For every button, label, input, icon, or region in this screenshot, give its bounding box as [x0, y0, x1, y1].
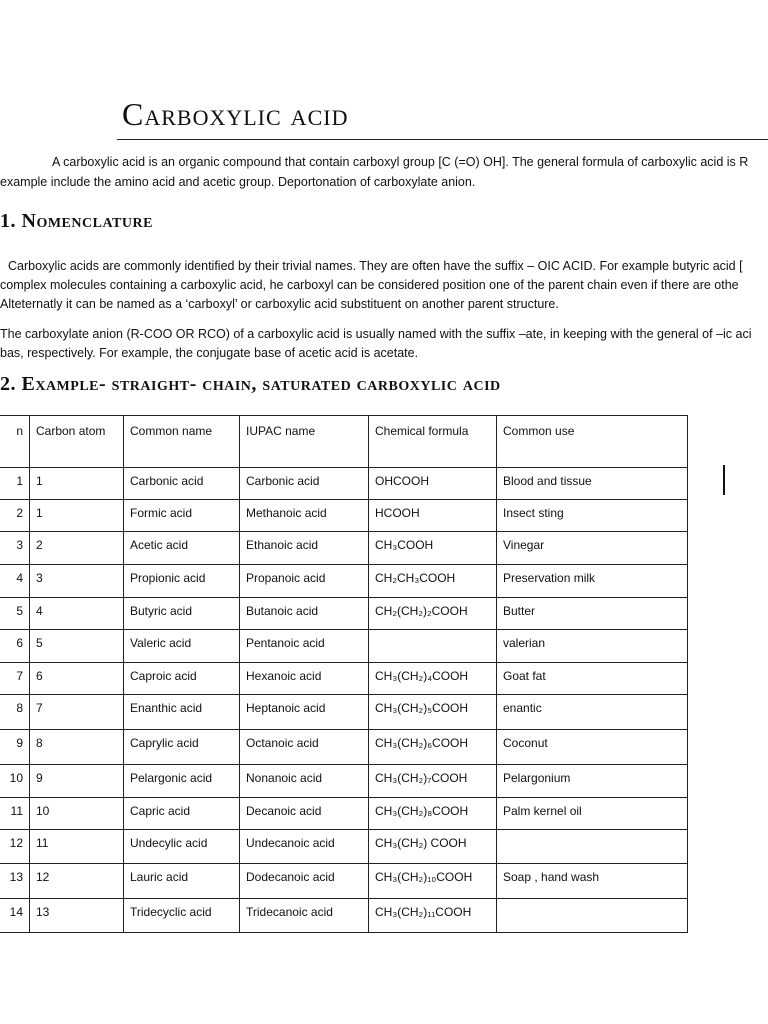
table-cell: Capric acid [124, 798, 240, 830]
paragraph-line: Alteternatly it can be named as a ‘carboxyl’ or carboxylic acid substituent on another parent structure. [0, 297, 559, 311]
table-cell: Decanoic acid [240, 798, 369, 830]
table-cell: 10 [30, 798, 124, 830]
table-cell: Blood and tissue [497, 468, 688, 500]
table-cell: Soap , hand wash [497, 864, 688, 899]
table-row [0, 630, 688, 663]
table-cell: HCOOH [369, 500, 497, 532]
table-cell: Carbonic acid [240, 468, 369, 500]
carboxylic-acid-table [0, 415, 688, 933]
table-cell: 12 [30, 864, 124, 899]
paragraph-line: Carboxylic acids are commonly identified by their trivial names. They are often have the suffix – OIC ACID. For example butyric acid [ [8, 259, 743, 273]
table-header-cell: n [0, 416, 30, 468]
table-row [0, 730, 688, 765]
table-cell: 7 [0, 663, 30, 695]
table-cell: 11 [30, 830, 124, 864]
text-cursor [723, 465, 725, 495]
document-title: Carboxylic acid [122, 96, 349, 132]
table-cell: 4 [30, 598, 124, 630]
table-row [0, 765, 688, 798]
table-cell: OHCOOH [369, 468, 497, 500]
table-cell: Undecanoic acid [240, 830, 369, 864]
table-cell: Hexanoic acid [240, 663, 369, 695]
table-cell: 12 [0, 830, 30, 864]
table-cell: 13 [0, 864, 30, 899]
intro-paragraph [0, 152, 768, 192]
table-cell: 5 [30, 630, 124, 663]
table-cell: 1 [0, 468, 30, 500]
table-cell: 2 [30, 532, 124, 565]
table-cell: Propionic acid [124, 565, 240, 598]
table-cell: Ethanoic acid [240, 532, 369, 565]
table-cell: CH₃(CH₂)₄COOH [369, 663, 497, 695]
table-cell: Valeric acid [124, 630, 240, 663]
table-row [0, 500, 688, 532]
table-cell: CH₃(CH₂)₈COOH [369, 798, 497, 830]
table-cell: Butyric acid [124, 598, 240, 630]
table-cell: 6 [30, 663, 124, 695]
table-cell: 11 [0, 798, 30, 830]
table-cell: Undecylic acid [124, 830, 240, 864]
table-cell: CH₃(CH₂) COOH [369, 830, 497, 864]
table-cell: enantic [497, 695, 688, 730]
table-cell: Octanoic acid [240, 730, 369, 765]
table-cell: Vinegar [497, 532, 688, 565]
table-cell: 14 [0, 899, 30, 933]
table-cell: Lauric acid [124, 864, 240, 899]
paragraph-line: The carboxylate anion (R-COO OR RCO) of a carboxylic acid is usually named with the suffix –ate, in keeping with the general of –ic aci [0, 327, 752, 341]
table-cell: 2 [0, 500, 30, 532]
table-cell: 5 [0, 598, 30, 630]
table-header-cell: Chemical formula [369, 416, 497, 468]
table-cell: 1 [30, 500, 124, 532]
table-cell: 4 [0, 565, 30, 598]
table-cell: 13 [30, 899, 124, 933]
section-heading-nomenclature: 1. Nomenclature [0, 210, 153, 232]
table-row [0, 468, 688, 500]
table-header-cell: Common use [497, 416, 688, 468]
table-cell: CH₃(CH₂)₆COOH [369, 730, 497, 765]
table-cell: Pelargonic acid [124, 765, 240, 798]
table-cell: Formic acid [124, 500, 240, 532]
table-cell: Tridecanoic acid [240, 899, 369, 933]
table-cell: CH₃(CH₂)₇COOH [369, 765, 497, 798]
table-cell: Butanoic acid [240, 598, 369, 630]
nomenclature-paragraph-1 [0, 257, 768, 314]
table-cell: valerian [497, 630, 688, 663]
intro-line: A carboxylic acid is an organic compound that contain carboxyl group [C (=O) OH]. The general formula of carboxylic acid is R [52, 155, 749, 169]
table-cell: 1 [30, 468, 124, 500]
table-header-cell: Common name [124, 416, 240, 468]
table-header-cell: Carbon atom [30, 416, 124, 468]
table-cell: 6 [0, 630, 30, 663]
paragraph-line: complex molecules containing a carboxylic acid, he carboxyl can be considered position one of the parent chain even if there are othe [0, 278, 739, 292]
table-cell [497, 830, 688, 864]
table-cell: 8 [30, 730, 124, 765]
table-row [0, 695, 688, 730]
table-cell: 3 [0, 532, 30, 565]
table-cell: CH₃(CH₂)₁₀COOH [369, 864, 497, 899]
table-row [0, 899, 688, 933]
table-row [0, 864, 688, 899]
table-cell: Methanoic acid [240, 500, 369, 532]
table-cell: CH₂(CH₂)₂COOH [369, 598, 497, 630]
table-cell: CH₃(CH₂)₅COOH [369, 695, 497, 730]
table-cell: Caprylic acid [124, 730, 240, 765]
table-cell: Dodecanoic acid [240, 864, 369, 899]
table-cell: 9 [0, 730, 30, 765]
table-cell: 10 [0, 765, 30, 798]
table-cell: Coconut [497, 730, 688, 765]
table-cell: Propanoic acid [240, 565, 369, 598]
table-cell [497, 899, 688, 933]
table-cell: Caproic acid [124, 663, 240, 695]
table-cell: Enanthic acid [124, 695, 240, 730]
table-cell: 3 [30, 565, 124, 598]
table-cell: 9 [30, 765, 124, 798]
table-cell [369, 630, 497, 663]
table-cell: Tridecyclic acid [124, 899, 240, 933]
table-cell: Nonanoic acid [240, 765, 369, 798]
table-header-cell: IUPAC name [240, 416, 369, 468]
table-cell: CH₂CH₃COOH [369, 565, 497, 598]
paragraph-line: bas, respectively. For example, the conjugate base of acetic acid is acetate. [0, 346, 419, 360]
table-cell: CH₃COOH [369, 532, 497, 565]
table-cell: Acetic acid [124, 532, 240, 565]
table-cell: Goat fat [497, 663, 688, 695]
table-cell: 8 [0, 695, 30, 730]
table-cell: Pentanoic acid [240, 630, 369, 663]
table-cell: Butter [497, 598, 688, 630]
table-cell: Insect sting [497, 500, 688, 532]
table-cell: Heptanoic acid [240, 695, 369, 730]
table-header-row [0, 416, 688, 468]
table-row [0, 830, 688, 864]
table-cell: Preservation milk [497, 565, 688, 598]
table-row [0, 598, 688, 630]
table-cell: 7 [30, 695, 124, 730]
table-cell: Carbonic acid [124, 468, 240, 500]
table-row [0, 532, 688, 565]
table-row [0, 798, 688, 830]
table-cell: Pelargonium [497, 765, 688, 798]
table-cell: Palm kernel oil [497, 798, 688, 830]
table-row [0, 663, 688, 695]
section-heading-examples: 2. Example- straight- chain, saturated carboxylic acid [0, 373, 501, 395]
table-cell: CH₃(CH₂)₁₁COOH [369, 899, 497, 933]
intro-line: example include the amino acid and acetic group. Deportonation of carboxylate anion. [0, 175, 476, 189]
title-underline [117, 139, 768, 140]
table-row [0, 565, 688, 598]
nomenclature-paragraph-2 [0, 325, 768, 363]
